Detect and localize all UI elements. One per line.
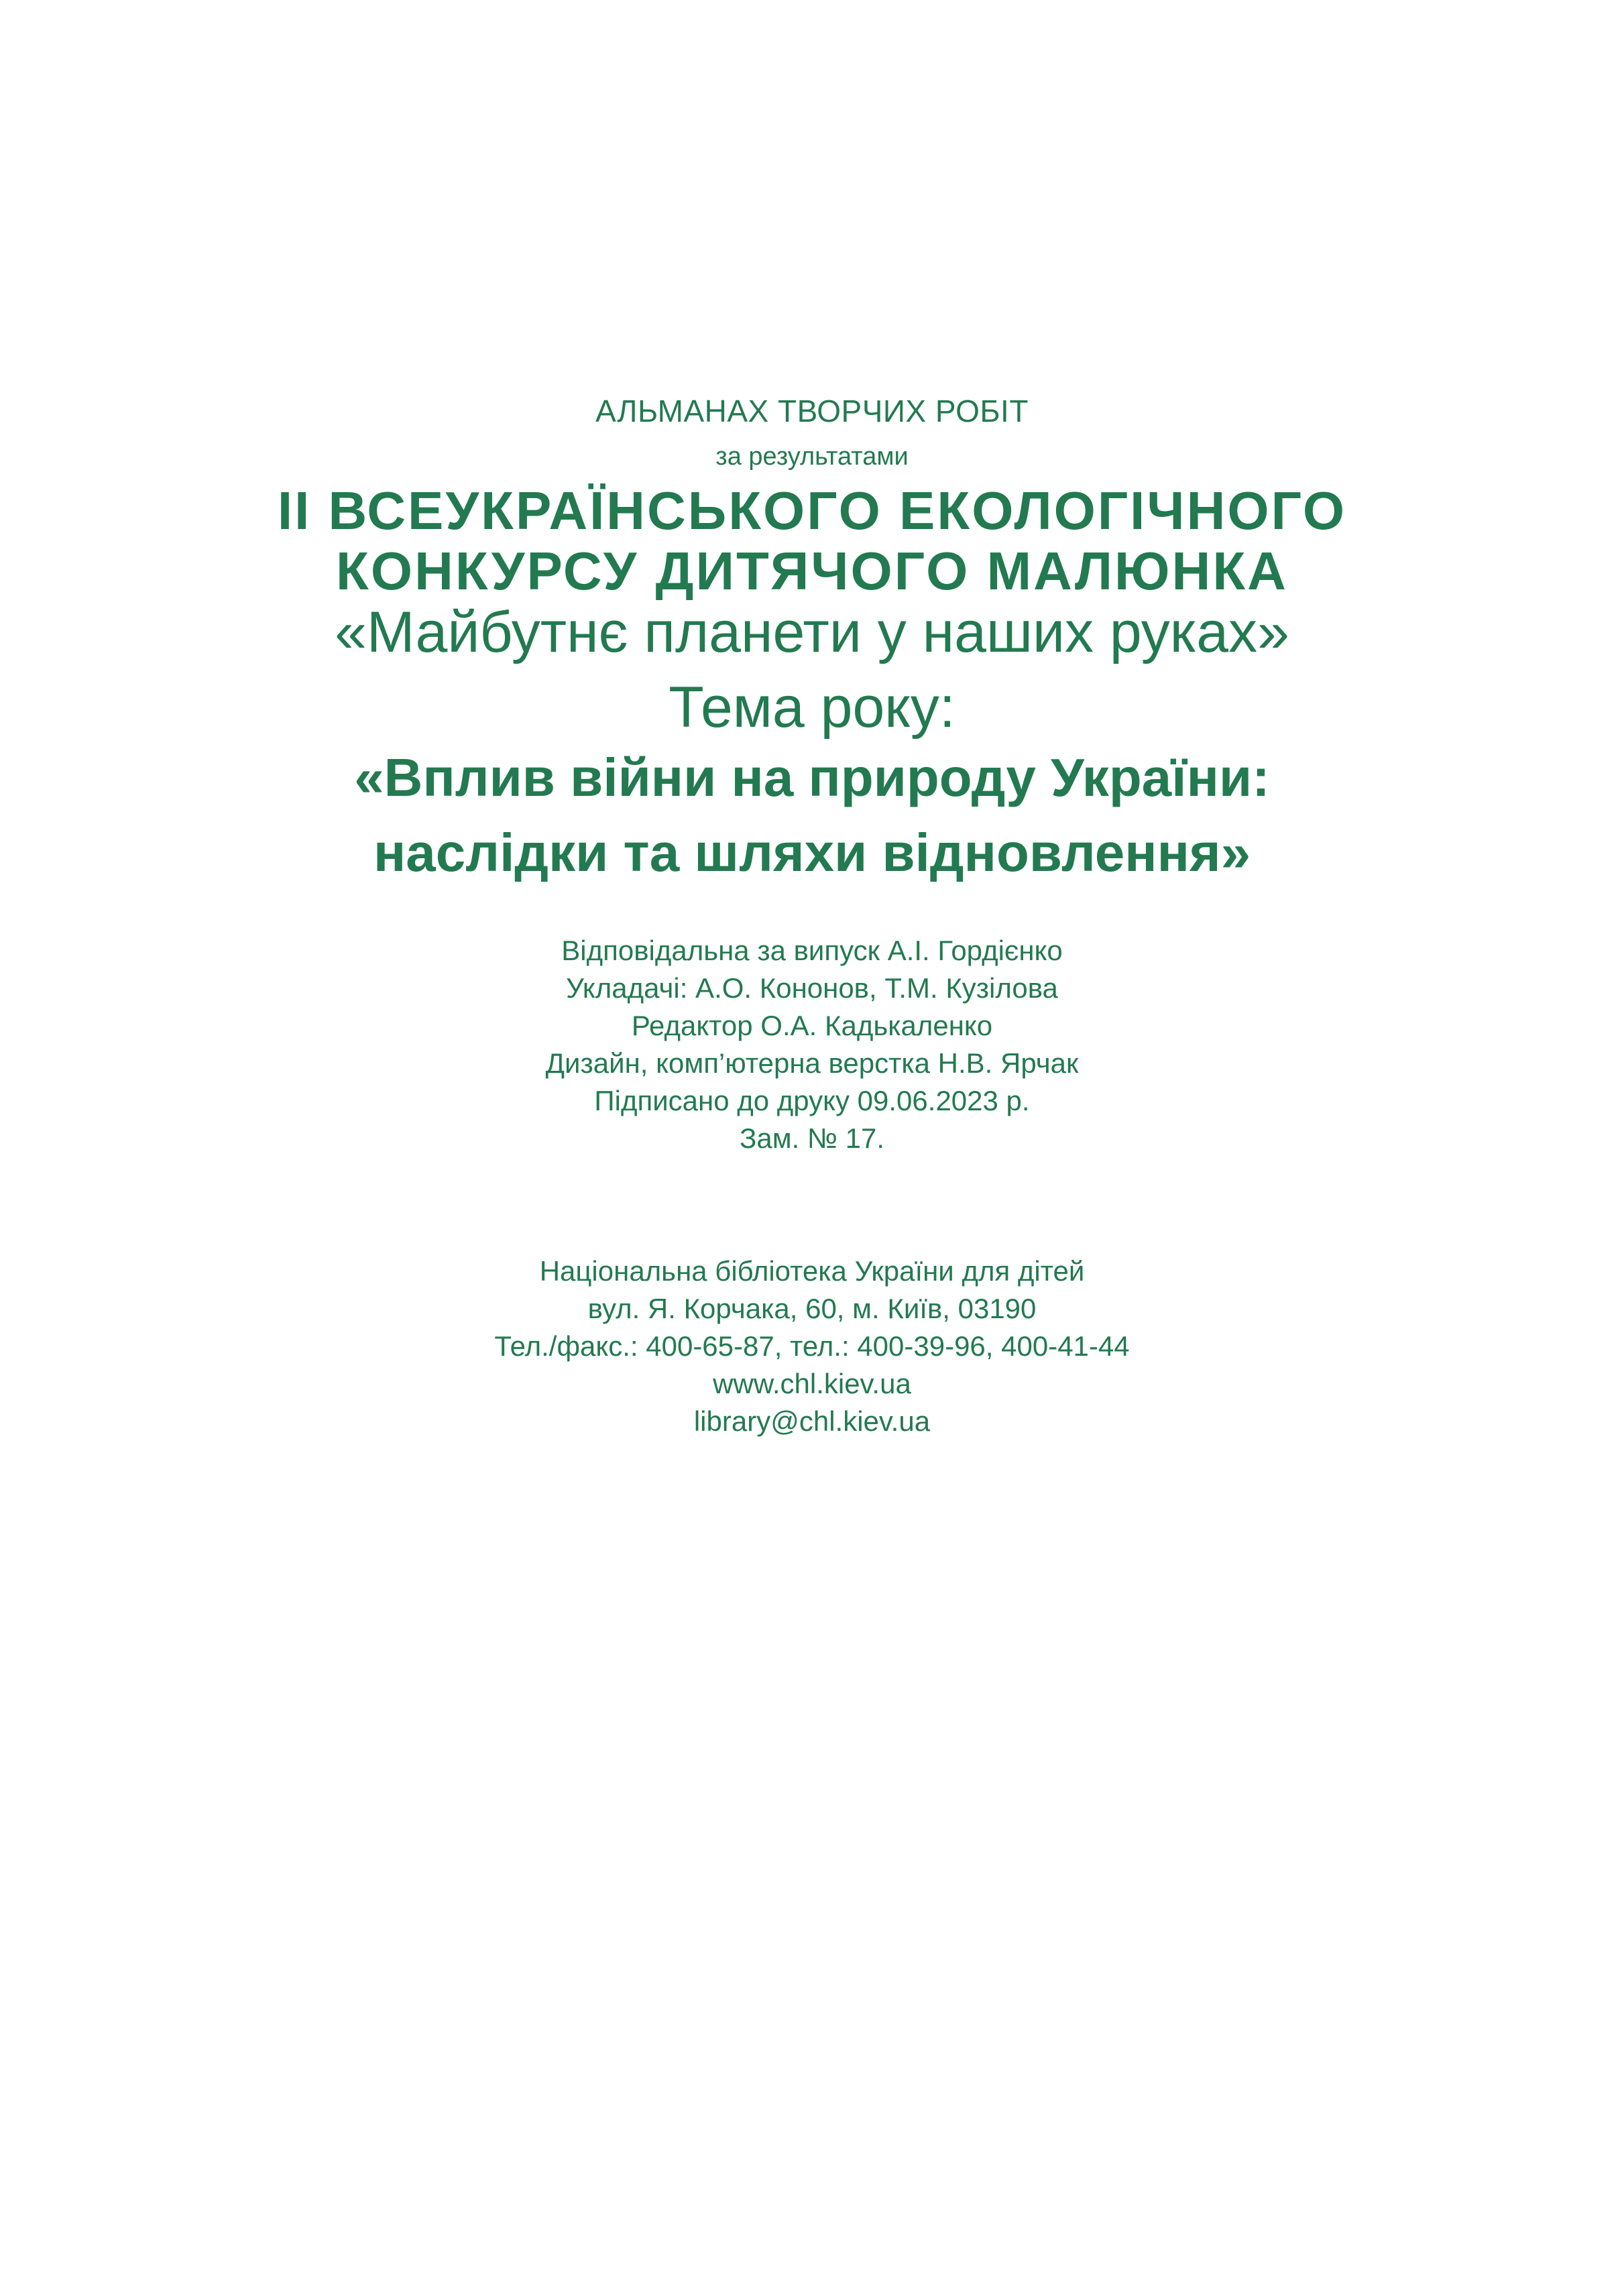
- credit-compilers: Укладачі: А.О. Кононов, Т.М. Кузілова: [566, 972, 1058, 1004]
- publisher-address: вул. Я. Корчака, 60, м. Київ, 03190: [587, 1293, 1037, 1324]
- contest-title-line-2: КОНКУРСУ ДИТЯЧОГО МАЛЮНКА: [336, 541, 1288, 601]
- publisher-name: Національна бібліотека України для дітей: [539, 1255, 1085, 1287]
- almanac-kicker: АЛЬМАНАХ ТВОРЧИХ РОБІТ: [595, 394, 1029, 428]
- results-subkicker: за результатами: [715, 443, 909, 471]
- contest-title-line-1: ІІ ВСЕУКРАЇНСЬКОГО ЕКОЛОГІЧНОГО: [277, 481, 1347, 540]
- credit-editor: Редактор О.А. Кадькаленко: [631, 1010, 993, 1041]
- publisher-phones: Тел./факс.: 400-65-87, тел.: 400-39-96, 400-41-44: [494, 1330, 1130, 1362]
- theme-title-line-1: «Вплив війни на природу України:: [354, 748, 1270, 807]
- credit-signed-to-print: Підписано до друку 09.06.2023 р.: [594, 1085, 1030, 1116]
- theme-label: Тема року:: [669, 675, 955, 740]
- publisher-block: [0, 1252, 1624, 1440]
- credit-responsible: Відповідальна за випуск А.І. Гордієнко: [561, 935, 1063, 966]
- credits-block: [0, 932, 1624, 1157]
- publisher-email: library@chl.kiev.ua: [693, 1405, 931, 1437]
- credit-design: Дизайн, комп’ютерна верстка Н.В. Ярчак: [545, 1047, 1079, 1079]
- credit-order-number: Зам. № 17.: [739, 1122, 885, 1154]
- theme-title-line-2: наслідки та шляхи відновлення»: [373, 823, 1251, 882]
- contest-subtitle: «Майбутнє планети у наших руках»: [335, 600, 1289, 664]
- publisher-website: www.chl.kiev.ua: [713, 1368, 911, 1399]
